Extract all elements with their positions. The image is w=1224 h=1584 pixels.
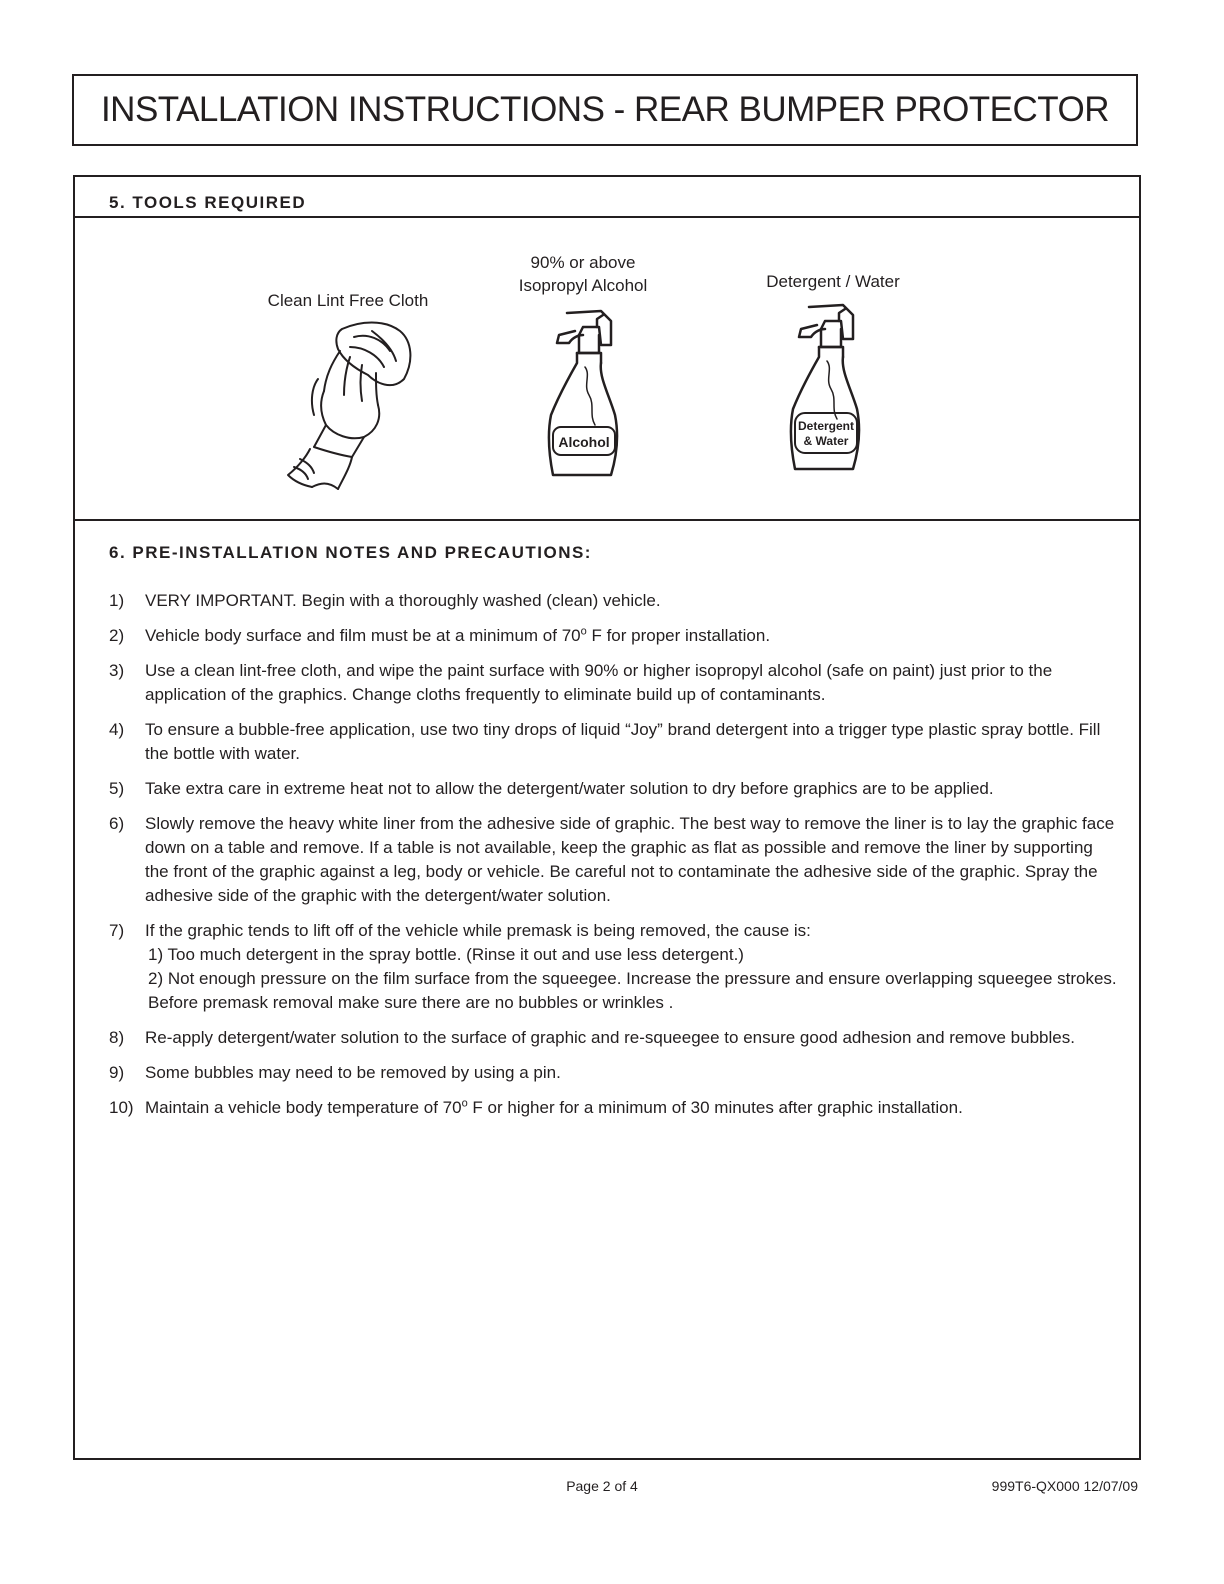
main-content-box — [73, 175, 1141, 1460]
title-box — [72, 74, 1138, 146]
cloth-hand-icon — [280, 317, 430, 492]
tool-label-cloth: Clean Lint Free Cloth — [267, 291, 429, 310]
list-subitem: Before premask removal make sure there are no bubbles or wrinkles . — [148, 993, 674, 1012]
list-item: 2) Vehicle body surface and film must be at a minimum of 70$^o$ F for proper installation. — [109, 625, 771, 645]
detergent-bottle-label-line1: Detergent — [797, 419, 855, 433]
list-item: 10) Maintain a vehicle body temperature of 70$^o$ F or higher for a minimum of 30 minutes after graphic installation. — [109, 1097, 963, 1117]
list-subitem: 2) Not enough pressure on the film surface from the squeegee. Increase the pressure and ensure overlapping squeegee strokes. — [148, 969, 1117, 988]
tool-label-detergent: Detergent / Water — [766, 272, 900, 291]
section-5-heading: 5. TOOLS REQUIRED — [109, 193, 307, 212]
section-5-divider — [75, 216, 1139, 218]
list-subitem: 1) Too much detergent in the spray bottle. (Rinse it out and use less detergent.) — [148, 945, 744, 964]
tool-label-alcohol-line2: Isopropyl Alcohol — [518, 276, 648, 295]
section-6-heading: 6. PRE-INSTALLATION NOTES AND PRECAUTIONS: — [109, 543, 592, 562]
notes-list — [109, 589, 1119, 1131]
tool-label-alcohol-line1: 90% or above — [530, 253, 636, 272]
detergent-bottle-label-line2: & Water — [803, 434, 849, 448]
alcohol-bottle-label: Alcohol — [558, 434, 610, 450]
alcohol-spray-bottle-icon — [539, 305, 629, 485]
list-item: 3) Use a clean lint-free cloth, and wipe the paint surface with 90% or higher isopropyl alcohol (safe on paint) just prior to the application of the graphics. Change cloths frequently to eliminate build up of contaminants. — [109, 661, 1053, 704]
section-6-divider — [75, 519, 1139, 521]
page-number: Page 2 of 4 — [566, 1478, 638, 1494]
list-item: 1) VERY IMPORTANT. Begin with a thoroughly washed (clean) vehicle. — [109, 591, 661, 610]
list-item: 4) To ensure a bubble-free application, use two tiny drops of liquid “Joy” brand detergent into a trigger type plastic spray bottle. Fill the bottle with water. — [109, 720, 1101, 763]
tool-label-alcohol — [485, 251, 681, 297]
page-title: INSTALLATION INSTRUCTIONS - REAR BUMPER PROTECTOR — [100, 90, 1110, 129]
list-item: 9) Some bubbles may need to be removed by using a pin. — [109, 1063, 561, 1082]
detergent-spray-bottle-icon — [781, 299, 871, 479]
list-item: 5) Take extra care in extreme heat not to allow the detergent/water solution to dry before graphics are to be applied. — [109, 779, 994, 798]
list-item: 6) Slowly remove the heavy white liner from the adhesive side of graphic. The best way to remove the liner is to lay the graphic face down on a table and remove. If a table is not available, keep the graphic as flat as possible and remove the liner by supporting the front of the graphic against a leg, body or vehicle. Be careful not to contaminate the adhesive side of the graphic. Spray the adhesive side of the graphic with the detergent/water solution. — [109, 814, 1115, 905]
list-item: 8) Re-apply detergent/water solution to the surface of graphic and re-squeegee to ensure good adhesion and remove bubbles. — [109, 1028, 1075, 1047]
document-id: 999T6-QX000 12/07/09 — [991, 1478, 1138, 1494]
list-item: 7) If the graphic tends to lift off of the vehicle while premask is being removed, the cause is: 1) Too much detergent in the spray bottle. (Rinse it out and use less detergent.) 2) Not enough pressure on the film surface from the squeegee. Increase the pressure and ensure overlapping squeegee strokes. Before premask removal make sure there are no bubbles or wrinkles . — [109, 919, 1119, 1015]
